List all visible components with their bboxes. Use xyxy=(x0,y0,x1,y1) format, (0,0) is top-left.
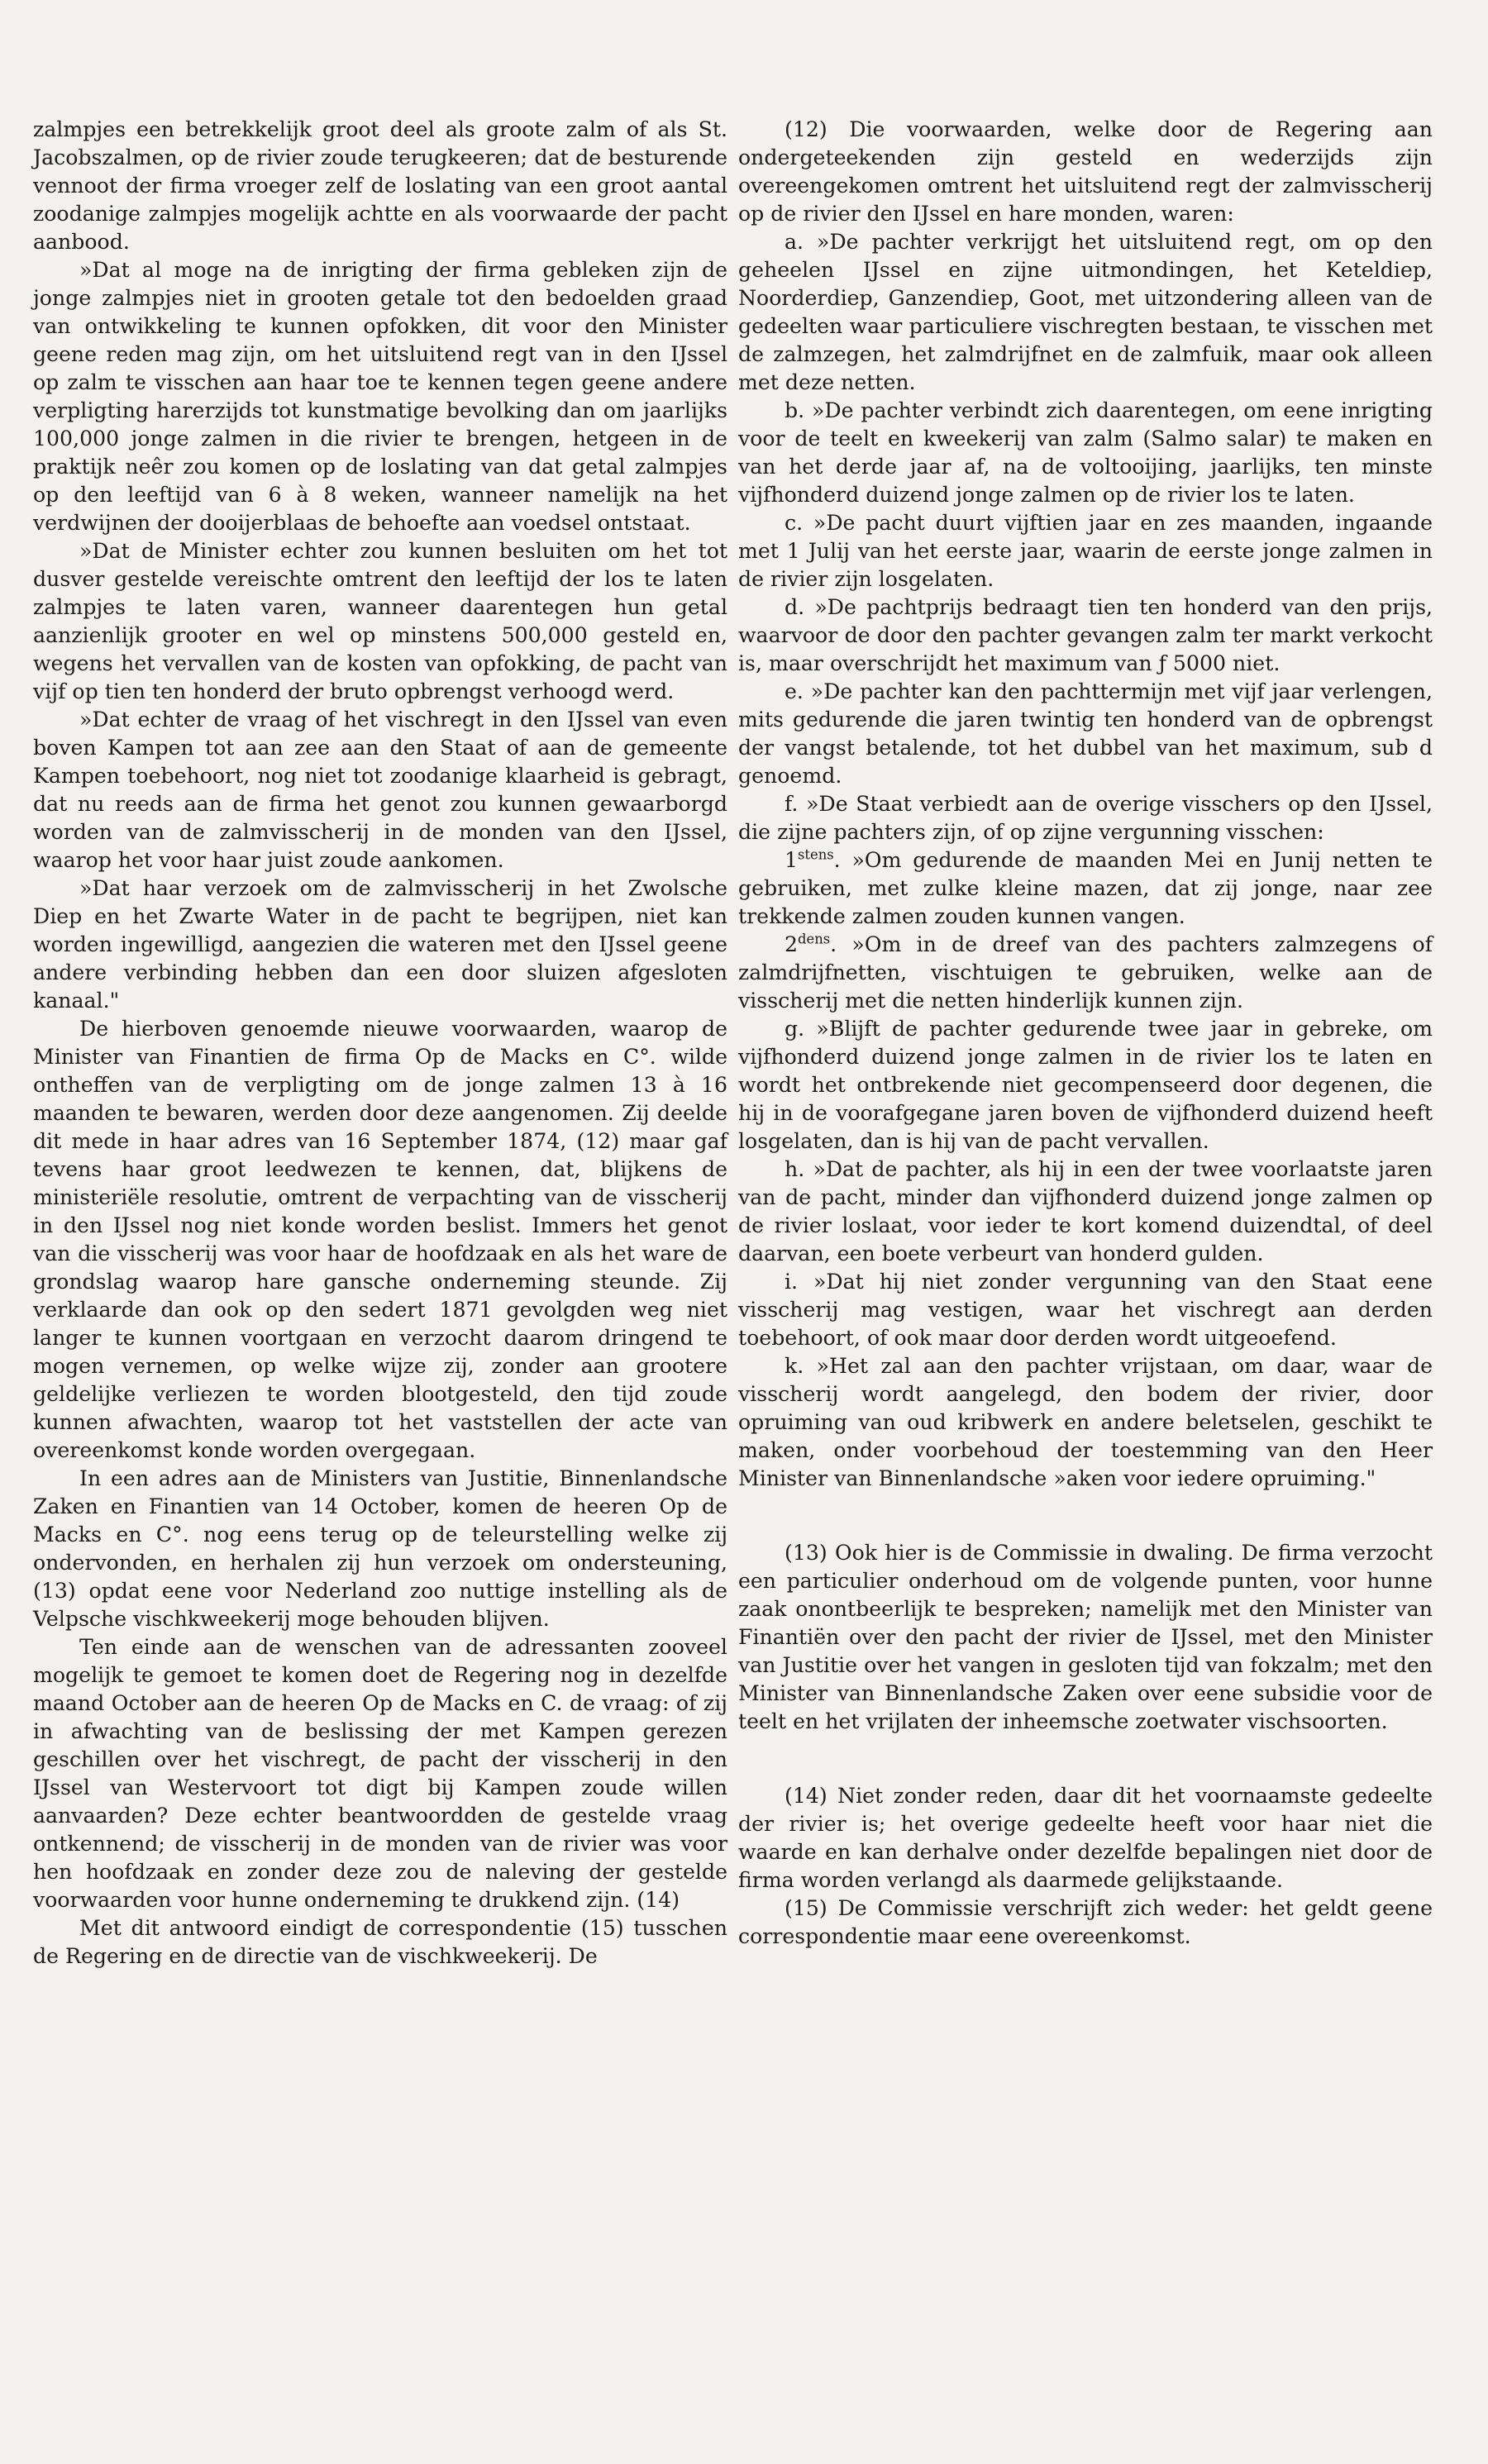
condition-f-sub-2 xyxy=(738,931,1433,1015)
paragraph: zalmpjes een betrekkelijk groot deel als groote zalm of als St. Jacobszalmen, op de rivier zoude terugkeeren; dat de besturende vennoot der firma vroeger zelf de loslating van een groot aantal zoodanige zalmpjes mogelijk achtte en als voorwaarde der pacht aanbood. xyxy=(33,117,727,254)
condition-c: c. »De pacht duurt vijftien jaar en zes maanden, ingaande met 1 Julij van het eerste jaar, waarin de eerste jonge zalmen in de rivier zijn losgelaten. xyxy=(738,511,1433,591)
condition-e: e. »De pachter kan den pachttermijn met vijf jaar verlengen, mits gedurende die jaren twintig ten honderd van de opbrengst der vangst betalende, tot het dubbel van het maximum, sub d genoemd. xyxy=(738,679,1433,788)
paragraph: Ten einde aan de wenschen van de adressanten zooveel mogelijk te gemoet te komen doet de Regering nog in dezelfde maand October aan de heeren Op de Macks en C. de vraag: of zij in afwachting van de beslissing der met Kampen gerezen geschillen over het vischregt, de pacht der visscherij in den IJssel van Westervoort tot digt bij Kampen zoude willen aanvaarden? Deze echter beantwoordden de gestelde vraag ontkennend; de visscherij in de monden van de rivier was voor hen hoofdzaak en zonder deze zou de naleving der gestelde voorwaarden voor hunne onderneming te drukkend zijn. (14) xyxy=(33,1635,727,1912)
footnote-13: (13) Ook hier is de Commissie in dwaling. De firma verzocht een particulier onderhoud om de volgende punten, voor hunne zaak onontbeerlijk te bespreken; namelijk met den Minister van Finantiën over den pacht der rivier de IJssel, met den Minister van Justitie over het vangen in gesloten tijd van fokzalm; met den Minister van Binnenlandsche Zaken over eene subsidie voor de teelt en het vrijlaten der inheemsche zoetwater vischsoorten. xyxy=(738,1541,1433,1733)
sub-text: . »Om gedurende de maanden Mei en Junij netten te gebruiken, met zulke kleine mazen, dat zij jonge, naar zee trekkende zalmen zouden kunnen vangen. xyxy=(738,848,1433,928)
condition-b: b. »De pachter verbindt zich daarentegen, om eene inrigting voor de teelt en kweekerij van zalm (Salmo salar) te maken en van het derde jaar af, na de voltooijing, jaarlijks, ten minste vijfhonderd duizend jonge zalmen op de rivier los te laten. xyxy=(738,398,1433,507)
footnote-14: (14) Niet zonder reden, daar dit het voornaamste gedeelte der rivier is; het overige gedeelte heeft voor haar niet die waarde en kan derhalve onder dezelfde bepalingen niet door de firma worden verlangd als daarmede gelijkstaande. xyxy=(738,1784,1433,1892)
paragraph: In een adres aan de Ministers van Justitie, Binnenlandsche Zaken en Finantien van 14 October, komen de heeren Op de Macks en C°. nog eens terug op de teleurstelling welke zij ondervonden, en herhalen zij hun verzoek om ondersteuning, (13) opdat eene voor Nederland zoo nuttige instelling als de Velpsche vischkweekerij moge behouden blijven. xyxy=(33,1466,727,1631)
footnote-12-intro: (12) Die voorwaarden, welke door de Regering aan ondergeteekenden zijn gesteld en wederzijds zijn overeengekomen omtrent het uitsluitend regt der zalmvisscherij op de rivier den IJssel en hare monden, waren: xyxy=(738,117,1433,226)
condition-i: i. »Dat hij niet zonder vergunning van den Staat eene visscherij mag vestigen, waar het vischregt aan derden toebehoort, of ook maar door derden wordt uitgeoefend. xyxy=(738,1270,1433,1350)
sub-ordinal: dens xyxy=(798,931,831,947)
condition-f-sub-1 xyxy=(738,846,1433,931)
right-column-footnotes xyxy=(738,116,1433,1951)
condition-f: f. »De Staat verbiedt aan de overige visschers op den IJssel, die zijne pachters zijn, of op zijne vergunning visschen: xyxy=(738,792,1433,844)
paragraph: »Dat al moge na de inrigting der firma gebleken zijn de jonge zalmpjes niet in grooten getale tot den bedoelden graad van ontwikkeling te kunnen opfokken, dit voor den Minister geene reden mag zijn, om het uitsluitend regt van in den IJssel op zalm te visschen aan haar toe te kennen tegen geene andere verpligting harerzijds tot kunstmatige bevolking dan om jaarlijks 100,000 jonge zalmen in die rivier te brengen, hetgeen in de praktijk neêr zou komen op de loslating van dat getal zalmpjes op den leeftijd van 6 à 8 weken, wanneer namelijk na het verdwijnen der dooijerblaas de behoefte aan voedsel ontstaat. xyxy=(33,258,727,535)
condition-h: h. »Dat de pachter, als hij in een der twee voorlaatste jaren van de pacht, minder dan vijfhonderd duizend jonge zalmen op de rivier loslaat, voor ieder te kort komend duizendtal, of deel daarvan, een boete verbeurt van honderd gulden. xyxy=(738,1157,1433,1265)
sub-number: 1 xyxy=(785,848,799,872)
paragraph: »Dat echter de vraag of het vischregt in den IJssel van even boven Kampen tot aan zee aan den Staat of aan de gemeente Kampen toebehoort, nog niet tot zoodanige klaarheid is gebragt, dat nu reeds aan de firma het genot zou kunnen gewaarborgd worden van de zalmvisscherij in de monden van den IJssel, waarop het voor haar juist zoude aankomen. xyxy=(33,708,727,872)
footnote-15: (15) De Commissie verschrijft zich weder: het geldt geene correspondentie maar eene overeenkomst. xyxy=(738,1896,1433,1948)
condition-k: k. »Het zal aan den pachter vrijstaan, om daar, waar de visscherij wordt aangelegd, den bodem der rivier, door opruiming van oud kribwerk en andere beletselen, geschikt te maken, onder voorbehoud der toestemming van den Heer Minister van Binnenlandsche »aken voor iedere opruiming." xyxy=(738,1354,1433,1490)
paragraph: »Dat haar verzoek om de zalmvisscherij in het Zwolsche Diep en het Zwarte Water in de pacht te begrijpen, niet kan worden ingewilligd, aangezien die wateren met den IJssel geene andere verbinding hebben dan een door sluizen afgesloten kanaal." xyxy=(33,876,727,1013)
condition-a: a. »De pachter verkrijgt het uitsluitend regt, om op den geheelen IJssel en zijne uitmondingen, het Keteldiep, Noorderdiep, Ganzendiep, Goot, met uitzondering alleen van de gedeelten waar particuliere vischregten bestaan, te visschen met de zalmzegen, het zalmdrijfnet en de zalmfuik, maar ook alleen met deze netten. xyxy=(738,230,1433,394)
condition-g: g. »Blijft de pachter gedurende twee jaar in gebreke, om vijfhonderd duizend jonge zalmen in de rivier los te laten en wordt het ontbrekende niet gecompenseerd door degenen, die hij in de voorafgegane jaren boven de vijfhonderd duizend heeft losgelaten, dan is hij van de pacht vervallen. xyxy=(738,1017,1433,1153)
condition-d: d. »De pachtprijs bedraagt tien ten honderd van den prijs, waarvoor de door den pachter gevangen zalm ter markt verkocht is, maar overschrijdt het maximum van ƒ 5000 niet. xyxy=(738,595,1433,675)
paragraph: »Dat de Minister echter zou kunnen besluiten om het tot dusver gestelde vereischte omtrent den leeftijd der los te laten zalmpjes te laten varen, wanneer daarentegen hun getal aanzienlijk grooter en wel op minstens 500,000 gesteld en, wegens het vervallen van de kosten van opfokking, de pacht van vijf op tien ten honderd der bruto opbrengst verhoogd werd. xyxy=(33,539,727,703)
sub-ordinal: stens xyxy=(798,846,834,863)
paragraph: Met dit antwoord eindigt de correspondentie (15) tusschen de Regering en de directie van de vischkweekerij. De xyxy=(33,1916,727,1968)
left-column xyxy=(33,116,727,1971)
sub-text: . »Om in de dreef van des pachters zalmzegens of zalmdrijfnetten, vischtuigen te gebruiken, welke aan de visscherij met die netten hinderlijk kunnen zijn. xyxy=(738,932,1433,1013)
paragraph: De hierboven genoemde nieuwe voorwaarden, waarop de Minister van Finantien de firma Op de Macks en C°. wilde ontheffen van de verpligting om de jonge zalmen 13 à 16 maanden te bewaren, werden door deze aangenomen. Zij deelde dit mede in haar adres van 16 September 1874, (12) maar gaf tevens haar groot leedwezen te kennen, dat, blijkens de ministeriële resolutie, omtrent de verpachting van de visscherij in den IJssel nog niet konde worden beslist. Immers het genot van die visscherij was voor haar de hoofdzaak en als het ware de grondslag waarop hare gansche onderneming steunde. Zij verklaarde dan ook op den sedert 1871 gevolgden weg niet langer te kunnen voortgaan en verzocht daarom dringend te mogen vernemen, op welke wijze zij, zonder aan grootere geldelijke verliezen te worden blootgesteld, den tijd zoude kunnen afwachten, waarop tot het vaststellen der acte van overeenkomst konde worden overgegaan. xyxy=(33,1017,727,1462)
sub-number: 2 xyxy=(785,932,799,956)
